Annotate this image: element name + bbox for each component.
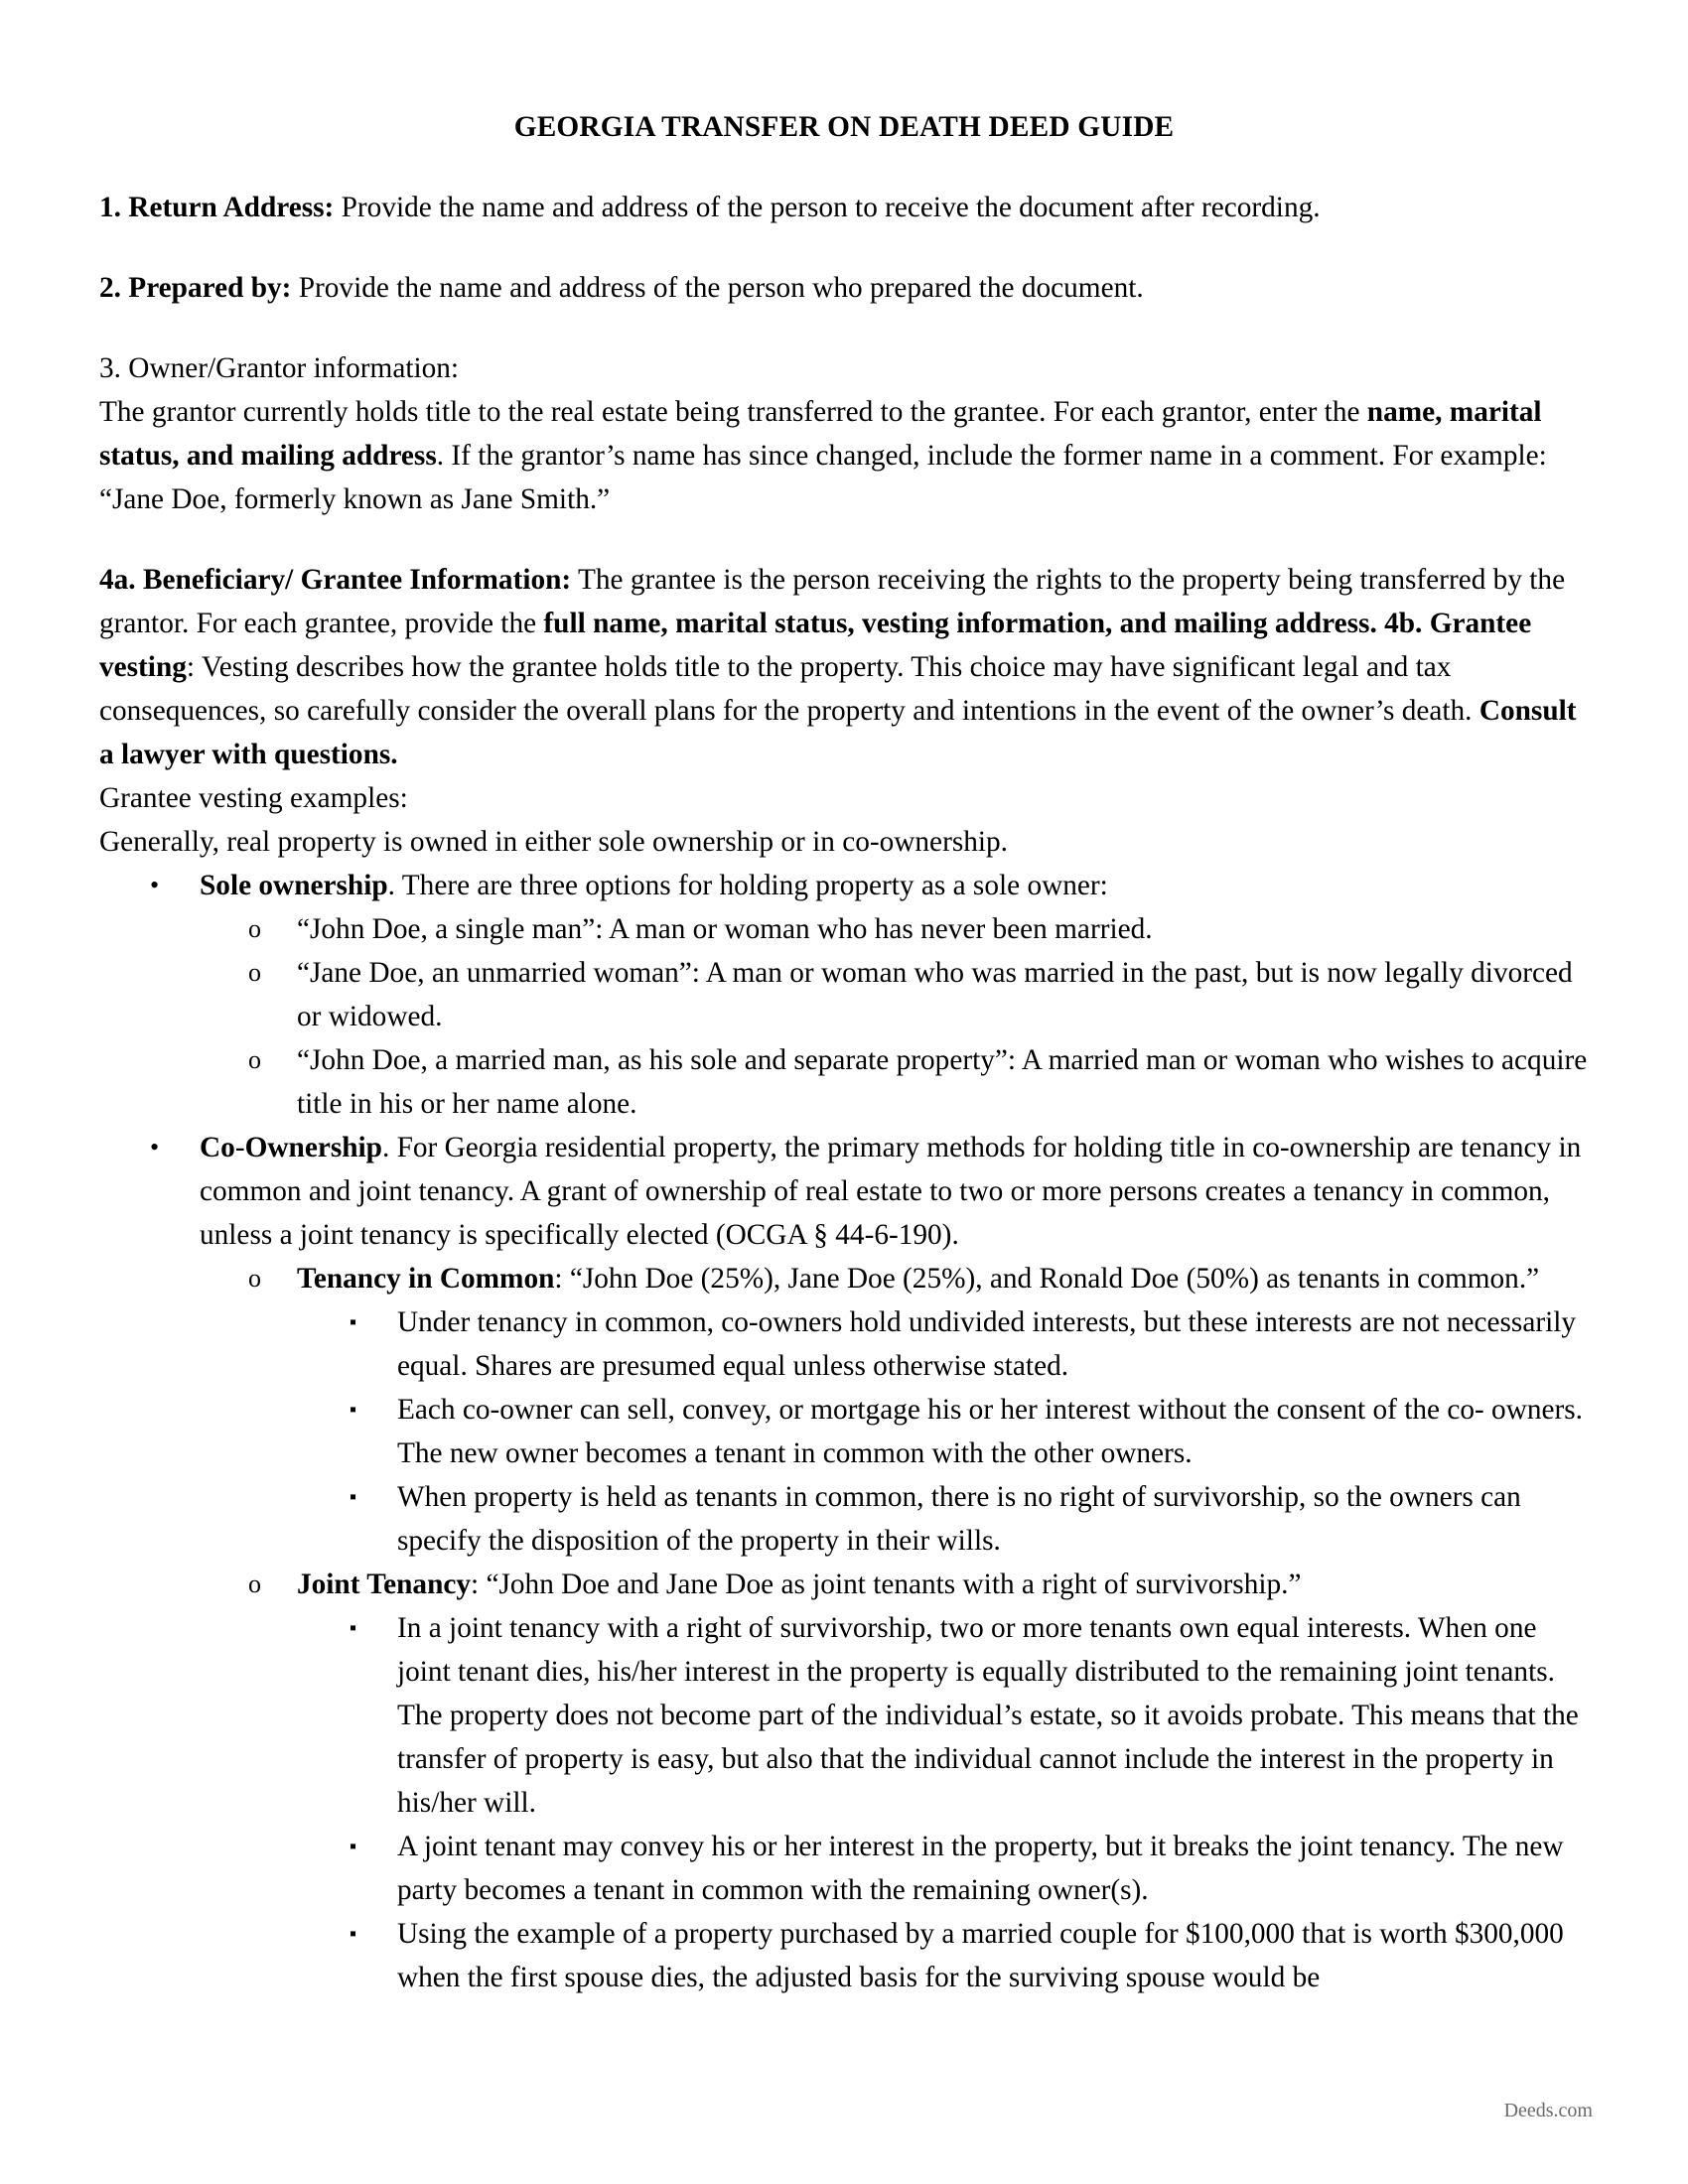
sole-option-text: “Jane Doe, an unmarried woman”: A man or woman who was married in the past, but is now legally divorced or widowed. — [297, 957, 1573, 1032]
tic-detail-text: Each co-owner can sell, convey, or mortgage his or her interest without the consent of the co- owners. The new owner becomes a tenant in common with the other owners. — [397, 1394, 1583, 1469]
grantee-bold-b: full name, marital status, vesting information, and mailing address. — [543, 608, 1377, 639]
jt-detail-text: A joint tenant may convey his or her interest in the property, but it breaks the joint tenancy. The new party becomes a tenant in common with the remaining owner(s). — [397, 1831, 1564, 1906]
list-item-sole-option — [99, 907, 1589, 951]
square-marker: ▪ — [350, 1399, 357, 1421]
circle-marker: o — [248, 1045, 261, 1074]
sole-ownership-label: Sole ownership — [200, 870, 388, 901]
section-prepared-by — [99, 266, 1589, 310]
document-page — [99, 105, 1589, 1999]
list-item-jt-detail — [99, 1606, 1589, 1825]
owner-grantor-bold: name, marital status, and mailing address — [99, 396, 1542, 472]
tenancy-in-common-label: Tenancy in Common — [297, 1263, 555, 1295]
tic-detail-text: When property is held as tenants in common, there is no right of survivorship, so the owners can specify the disposition of the property in their wills. — [397, 1481, 1521, 1557]
co-ownership-label-a: Co — [200, 1132, 235, 1163]
owner-grantor-heading: 3. Owner/Grantor information: — [99, 352, 460, 384]
sole-ownership-text: . There are three options for holding property as a sole owner: — [387, 870, 1108, 901]
owner-grantor-text-b: . If the grantor’s name has since changed, include the former name in a comment. For example: “Jane Doe, formerly known as Jane Smith.” — [99, 440, 1547, 515]
vesting-examples-heading: Grantee vesting examples: — [99, 782, 408, 814]
grantee-text-b: : Vesting describes how the grantee holds title to the property. This choice may have significant legal and tax consequences, so carefully consider the overall plans for the property and intentions in the event of the owner’s death. — [99, 651, 1479, 727]
circle-marker: o — [248, 1570, 261, 1598]
square-marker: ▪ — [350, 1836, 357, 1857]
list-item-co-ownership — [99, 1126, 1589, 1257]
co-ownership-dash: - — [234, 1132, 245, 1163]
return-address-text: Provide the name and address of the person to receive the document after recording. — [334, 192, 1321, 223]
list-item-sole-option — [99, 1038, 1589, 1126]
list-item-jt-detail — [99, 1825, 1589, 1912]
joint-tenancy-label: Joint Tenancy — [297, 1569, 472, 1600]
section-return-address — [99, 186, 1589, 229]
footer-watermark: Deeds.com — [1503, 2100, 1593, 2121]
vesting-intro: Generally, real property is owned in either sole ownership or in co-ownership. — [99, 826, 1008, 858]
list-item-tic-detail — [99, 1300, 1589, 1388]
list-item-tic-detail — [99, 1388, 1589, 1475]
square-marker: ▪ — [350, 1617, 357, 1639]
co-ownership-text: . For Georgia residential property, the primary methods for holding title in co-ownership are tenancy in common and joint tenancy. A grant of ownership of real estate to two or more persons creates a tenancy in common, unless a joint tenancy is specifically elected (OCGA § 44-6-190). — [200, 1132, 1582, 1251]
bullet-marker: • — [150, 871, 160, 899]
list-item-tenancy-in-common — [99, 1257, 1589, 1300]
circle-marker: o — [248, 958, 261, 987]
list-item-joint-tenancy — [99, 1563, 1589, 1606]
square-marker: ▪ — [350, 1486, 357, 1508]
list-item-sole-option — [99, 951, 1589, 1038]
owner-grantor-paragraph — [99, 390, 1589, 521]
bullet-marker: • — [150, 1133, 160, 1161]
square-marker: ▪ — [350, 1311, 357, 1333]
prepared-by-text: Provide the name and address of the person who prepared the document. — [291, 272, 1144, 304]
circle-marker: o — [248, 914, 261, 943]
list-item-sole-ownership — [99, 864, 1589, 907]
tenancy-in-common-text: : “John Doe (25%), Jane Doe (25%), and Ronald Doe (50%) as tenants in common.” — [554, 1263, 1540, 1295]
grantee-bold-c: Consult a lawyer with questions. — [99, 695, 1577, 770]
square-marker: ▪ — [350, 1923, 357, 1945]
joint-tenancy-text: : “John Doe and Jane Doe as joint tenants with a right of survivorship.” — [471, 1569, 1302, 1600]
sole-option-text: “John Doe, a single man”: A man or woman who has never been married. — [297, 913, 1153, 945]
owner-grantor-text-a: The grantor currently holds title to the real estate being transferred to the grantee. For each grantor, enter the — [99, 396, 1367, 428]
grantee-label-a: 4a. Beneficiary/ Grantee Information: — [99, 564, 572, 596]
grantee-paragraph — [99, 558, 1589, 776]
list-item-jt-detail — [99, 1912, 1589, 1999]
document-title: GEORGIA TRANSFER ON DEATH DEED GUIDE — [513, 111, 1175, 143]
sole-option-text: “John Doe, a married man, as his sole and separate property”: A married man or woman who wishes to acquire title in his or her name alone. — [297, 1044, 1588, 1120]
return-address-label: 1. Return Address: — [99, 192, 335, 223]
circle-marker: o — [248, 1264, 261, 1293]
tic-detail-text: Under tenancy in common, co-owners hold undivided interests, but these interests are not necessarily equal. Shares are presumed equal unless otherwise stated. — [397, 1306, 1577, 1382]
prepared-by-label: 2. Prepared by: — [99, 272, 292, 304]
grantee-label-b: 4b. Grantee vesting — [99, 608, 1532, 683]
co-ownership-label-b: Ownership — [244, 1132, 382, 1163]
list-item-tic-detail — [99, 1475, 1589, 1563]
grantee-text-a: The grantee is the person receiving the rights to the property being transferred by the grantor. For each grantee, provide the — [99, 564, 1566, 639]
jt-detail-text: In a joint tenancy with a right of survivorship, two or more tenants own equal interests. When one joint tenant dies, his/her interest in the property is equally distributed to the remaining joint tenants. The property does not become part of the individual’s estate, so it avoids probate. This means that the transfer of property is easy, but also that the individual cannot include the interest in the property in his/her will. — [397, 1612, 1579, 1819]
jt-detail-text: Using the example of a property purchased by a married couple for $100,000 that is worth $300,000 when the first spouse dies, the adjusted basis for the surviving spouse would be — [397, 1918, 1564, 1993]
